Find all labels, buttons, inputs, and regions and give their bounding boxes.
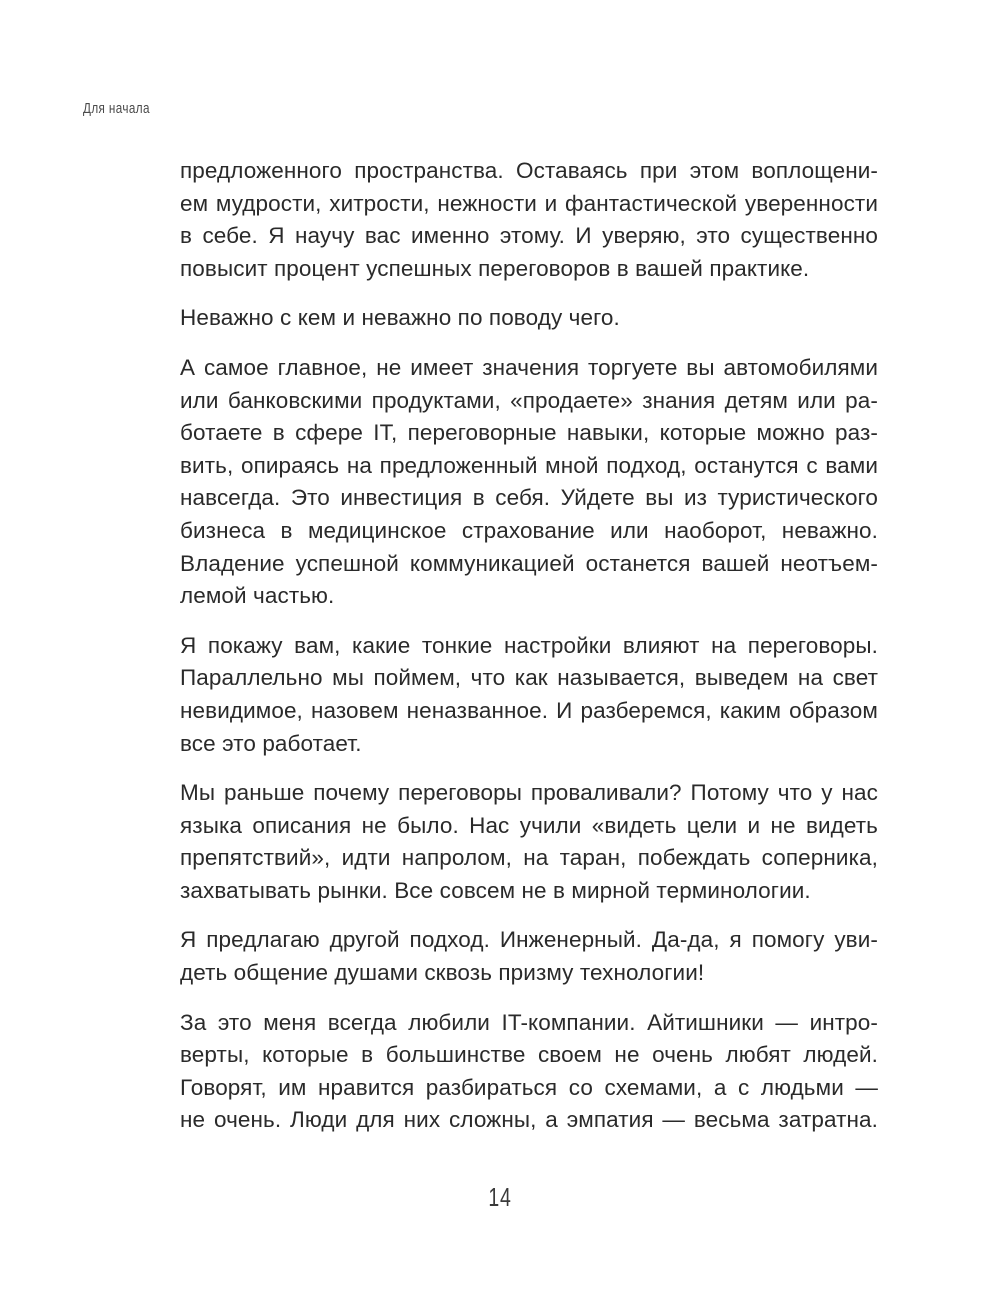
text-line: вить, опираясь на предложенный мной подход, останутся с вами (180, 452, 878, 478)
text-line: лемой частью. (180, 583, 335, 609)
text-line: бизнеса в медицинское страхование или наоборот, неважно. (180, 517, 878, 543)
running-head: Для начала (83, 100, 150, 117)
text-line: препятствий», идти напролом, на таран, побеждать соперника, (180, 845, 878, 871)
text-line: невидимое, назовем неназванное. И разберемся, каким образом (180, 697, 878, 723)
text-line: Я предлагаю другой подход. Инженерный. Да-да, я помогу уви- (180, 927, 878, 953)
text-line: Мы раньше почему переговоры проваливали? Потому что у нас (180, 780, 878, 806)
text-line: все это работает. (180, 730, 362, 756)
text-line: в себе. Я научу вас именно этому. И уверяю, это существенно (180, 223, 878, 249)
text-line: ботаете в сфере IT, переговорные навыки, которые можно раз- (180, 420, 878, 446)
paragraph (180, 1007, 878, 1137)
text-line: языка описания не было. Нас учили «видеть цели и не видеть (180, 812, 878, 838)
text-line: За это меня всегда любили IT-компании. Айтишники — интро- (180, 1009, 878, 1035)
paragraph (180, 924, 878, 989)
paragraph (180, 777, 878, 907)
text-line: ем мудрости, хитрости, нежности и фантастической уверенности (180, 190, 878, 216)
text-line: Говорят, им нравится разбираться со схемами, а с людьми — (180, 1074, 878, 1100)
paragraph (180, 630, 878, 760)
text-line: предложенного пространства. Оставаясь при этом воплощени- (180, 158, 878, 183)
paragraph (180, 352, 878, 613)
text-line: Владение успешной коммуникацией останется вашей неотъем- (180, 550, 878, 576)
text-line: или банковскими продуктами, «продаете» знания детям или ра- (180, 387, 878, 413)
text-line: захватывать рынки. Все совсем не в мирной терминологии. (180, 877, 811, 903)
text-line: Параллельно мы поймем, что как называется, выведем на свет (180, 665, 878, 691)
body-text (180, 155, 878, 1154)
text-line: деть общение душами сквозь призму технологии! (180, 960, 705, 986)
text-line: верты, которые в большинстве своем не очень любят людей. (180, 1042, 878, 1068)
text-line: Неважно с кем и неважно по поводу чего. (180, 305, 620, 331)
paragraph (180, 155, 878, 285)
page-number: 14 (488, 1182, 512, 1212)
text-line: А самое главное, не имеет значения торгуете вы автомобилями (180, 354, 878, 380)
paragraph (180, 302, 878, 335)
text-line: не очень. Люди для них сложны, а эмпатия — весьма затратна. (180, 1107, 878, 1133)
text-line: навсегда. Это инвестиция в себя. Уйдете вы из туристического (180, 485, 878, 511)
text-line: Я покажу вам, какие тонкие настройки влияют на переговоры. (180, 632, 878, 658)
text-line: повысит процент успешных переговоров в вашей практике. (180, 255, 810, 281)
